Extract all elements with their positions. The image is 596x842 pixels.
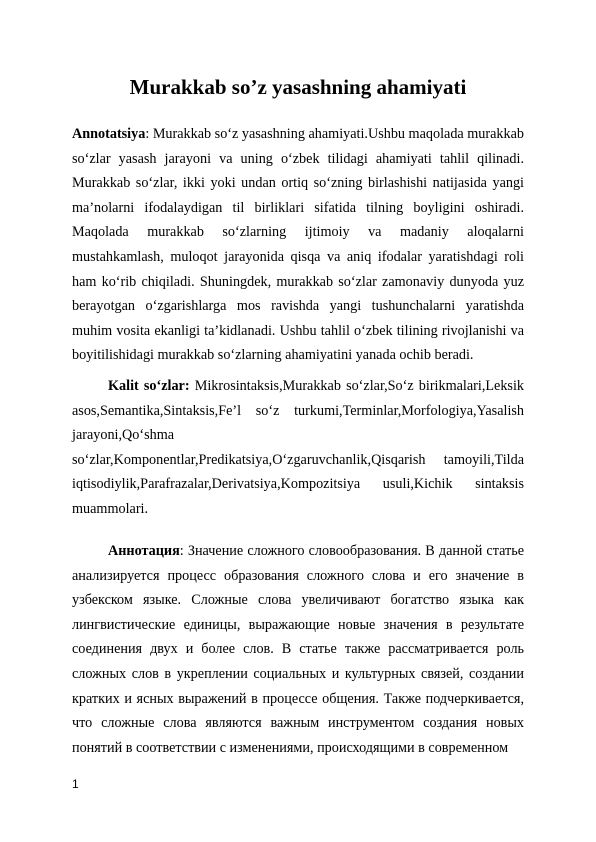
annotation-russian-label: Аннотация — [108, 543, 180, 559]
annotation-russian-text: : Значение сложного словообразования. В данной статье анализируется процесс образования сложного слова и его значение в узбекском языке. Сложные слова увеличивают богатство языка как лингвистические единицы, выражающие новые значения в результате соединения двух и более слов. В статье также рассматривается роль сложных слов в укреплении социальных и культурных связей, создании кратких и ясных выражений в процессе общения. Также подчеркивается, что сложные слова являются важным инструментом создания новых понятий в соответствии с изменениями, происходящими в современном — [72, 543, 524, 756]
keywords-label: Kalit so‘zlar: — [108, 378, 190, 394]
page-number: 1 — [72, 777, 79, 791]
annotation-uzbek — [72, 122, 524, 368]
keywords-text: Mikrosintaksis,Murakkab so‘zlar,So‘z birikmalari,Leksik asos,Semantika,Sintaksis,Fe’l so‘z turkumi,Terminlar,Morfologiya,Yasalish jarayoni,Qo‘shma so‘zlar,Komponentlar,Predikatsiya,O‘zgaruvchanlik,Qisqarish tamoyili,Tilda iqtisodiylik,Parafrazalar,Derivatsiya,Kompozitsiya usuli,Kichik sintaksis muammolari. — [72, 378, 524, 517]
annotation-uzbek-text: : Murakkab so‘z yasashning ahamiyati.Ushbu maqolada murakkab so‘zlar yasash jarayoni va uning o‘zbek tilidagi ahamiyati tahlil qilinadi. Murakkab so‘zlar, ikki yoki undan ortiq so‘zning birlashishi natijasida yangi ma’nolarni ifodalaydigan til birliklari sifatida tilning boyligini oshiradi. Maqolada murakkab so‘zlarning ijtimoiy va madaniy aloqalarni mustahkamlash, muloqot jarayonida qisqa va aniq ifodalar yaratishdagi roli ham ko‘rib chiqiladi. Shuningdek, murakkab so‘zlar zamonaviy dunyoda yuz berayotgan o‘zgarishlarga mos ravishda yangi tushunchalarni yaratishda muhim vosita ekanligi ta’kidlanadi. Ushbu tahlil o‘zbek tilining rivojlanishi va boyitilishidagi murakkab so‘zlarning ahamiyatini yanada ochib beradi. — [72, 126, 524, 364]
document-title: Murakkab so’z yasashning ahamiyati — [129, 75, 467, 99]
keywords-paragraph — [72, 374, 524, 522]
annotation-uzbek-label: Annotatsiya — [72, 126, 146, 142]
annotation-russian — [72, 539, 524, 760]
